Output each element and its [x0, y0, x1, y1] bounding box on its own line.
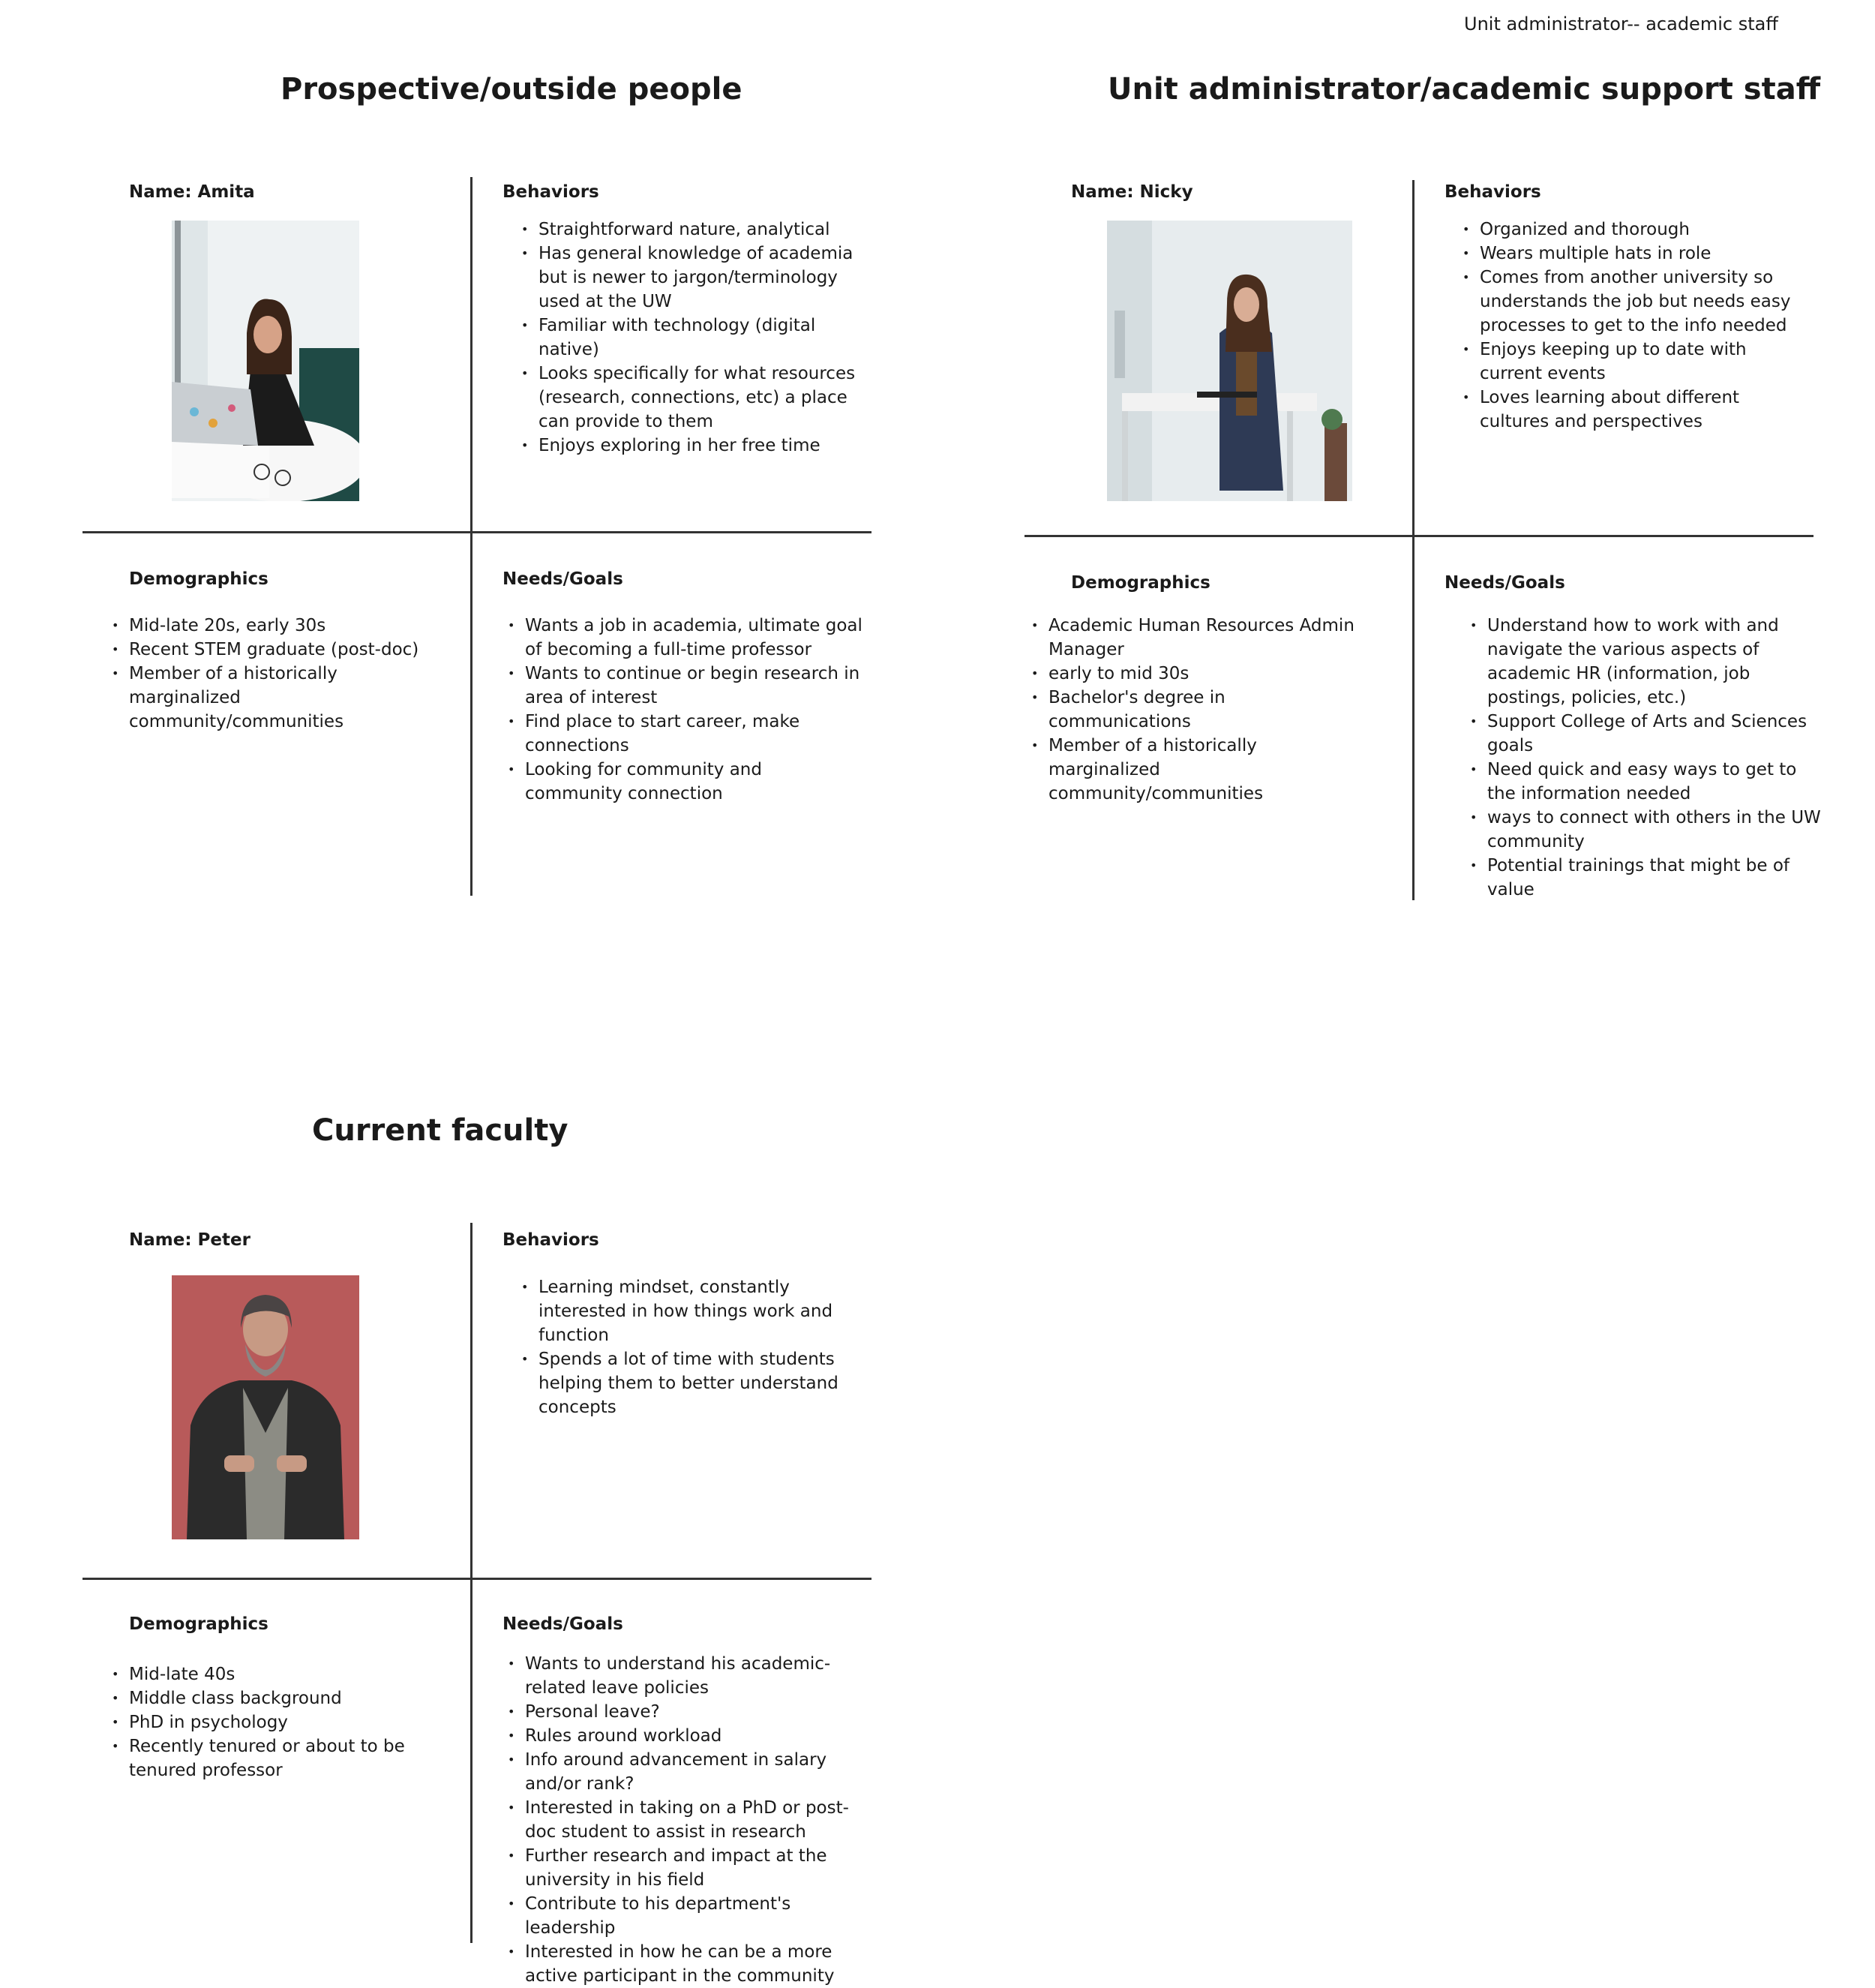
divider-horizontal-admin	[1024, 535, 1814, 537]
list-item: • Wears multiple hats in role	[1462, 242, 1808, 266]
list-item: • Straightforward nature, analytical	[521, 218, 866, 242]
list-item: • Member of a historically marginalized community/communities	[112, 662, 442, 734]
demographics-list-amita	[112, 614, 442, 734]
demographics-label-amita: Demographics	[129, 569, 268, 589]
list-item: • Recently tenured or about to be tenured professor	[112, 1734, 427, 1782]
list-item: • Enjoys exploring in her free time	[521, 434, 866, 458]
needs-list-peter	[508, 1652, 868, 1988]
persona-title-prospective: Prospective/outside people	[280, 72, 742, 107]
needs-label-amita: Needs/Goals	[502, 569, 623, 589]
top-note: Unit administrator-- academic staff	[1464, 14, 1778, 35]
name-label-amita: Name: Amita	[129, 182, 255, 202]
persona-title-admin: Unit administrator/academic support staff	[1108, 72, 1821, 107]
list-item: • Looks specifically for what resources (research, connections, etc) a place can provide to them	[521, 362, 866, 434]
behaviors-list-nicky	[1462, 218, 1808, 434]
list-item: • Wants to understand his academic-related leave policies	[508, 1652, 868, 1700]
list-item: • Academic Human Resources Admin Manager	[1031, 614, 1369, 662]
list-item: • Spends a lot of time with students helping them to better understand concepts	[521, 1347, 874, 1419]
needs-list-nicky	[1470, 614, 1830, 902]
divider-horizontal-faculty	[82, 1578, 872, 1580]
demographics-label-peter: Demographics	[129, 1614, 268, 1634]
list-item: • Find place to start career, make connections	[508, 710, 864, 758]
behaviors-label-nicky: Behaviors	[1444, 182, 1541, 202]
list-item: • Further research and impact at the university in his field	[508, 1844, 868, 1892]
behaviors-label-peter: Behaviors	[502, 1230, 599, 1250]
list-item: • Middle class background	[112, 1686, 427, 1710]
behaviors-label-amita: Behaviors	[502, 182, 599, 202]
list-item: • Potential trainings that might be of value	[1470, 854, 1830, 902]
divider-vertical-prospective	[470, 177, 472, 896]
list-item: • Understand how to work with and navigate the various aspects of academic HR (information, job postings, policies, etc.)	[1470, 614, 1830, 710]
list-item: • Recent STEM graduate (post-doc)	[112, 638, 442, 662]
list-item: • ways to connect with others in the UW community	[1470, 806, 1830, 854]
divider-horizontal-prospective	[82, 531, 872, 533]
persona-photo-nicky	[1107, 221, 1352, 501]
behaviors-list-amita	[521, 218, 866, 458]
list-item: • Mid-late 20s, early 30s	[112, 614, 442, 638]
list-item: • Interested in how he can be a more active participant in the community	[508, 1940, 868, 1988]
divider-vertical-admin	[1412, 180, 1414, 900]
list-item: • Has general knowledge of academia but is newer to jargon/terminology used at the UW	[521, 242, 866, 314]
list-item: • Info around advancement in salary and/or rank?	[508, 1748, 868, 1796]
list-item: • Familiar with technology (digital native)	[521, 314, 866, 362]
persona-title-faculty: Current faculty	[312, 1113, 568, 1148]
list-item: • Learning mindset, constantly interested in how things work and function	[521, 1275, 874, 1347]
name-label-nicky: Name: Nicky	[1071, 182, 1193, 202]
list-item: • Member of a historically marginalized community/communities	[1031, 734, 1369, 806]
list-item: • Organized and thorough	[1462, 218, 1808, 242]
divider-vertical-faculty	[470, 1223, 472, 1943]
needs-label-nicky: Needs/Goals	[1444, 573, 1565, 593]
name-label-peter: Name: Peter	[129, 1230, 250, 1250]
needs-list-amita	[508, 614, 864, 806]
list-item: • Support College of Arts and Sciences goals	[1470, 710, 1830, 758]
list-item: • Mid-late 40s	[112, 1662, 427, 1686]
needs-label-peter: Needs/Goals	[502, 1614, 623, 1634]
list-item: • Bachelor's degree in communications	[1031, 686, 1369, 734]
list-item: • Need quick and easy ways to get to the information needed	[1470, 758, 1830, 806]
list-item: • Wants to continue or begin research in area of interest	[508, 662, 864, 710]
list-item: • Interested in taking on a PhD or post-doc student to assist in research	[508, 1796, 868, 1844]
persona-photo-peter	[172, 1275, 359, 1539]
list-item: • Contribute to his department's leadership	[508, 1892, 868, 1940]
demographics-list-peter	[112, 1662, 427, 1782]
list-item: • Comes from another university so understands the job but needs easy processes to get to the info needed	[1462, 266, 1808, 338]
list-item: • PhD in psychology	[112, 1710, 427, 1734]
list-item: • Loves learning about different cultures and perspectives	[1462, 386, 1808, 434]
list-item: • Rules around workload	[508, 1724, 868, 1748]
list-item: • Wants a job in academia, ultimate goal of becoming a full-time professor	[508, 614, 864, 662]
list-item: • Enjoys keeping up to date with current events	[1462, 338, 1808, 386]
behaviors-list-peter	[521, 1275, 874, 1419]
list-item: • Personal leave?	[508, 1700, 868, 1724]
demographics-label-nicky: Demographics	[1071, 573, 1210, 593]
demographics-list-nicky	[1031, 614, 1369, 806]
persona-photo-amita	[172, 221, 359, 501]
list-item: • Looking for community and community connection	[508, 758, 864, 806]
list-item: • early to mid 30s	[1031, 662, 1369, 686]
